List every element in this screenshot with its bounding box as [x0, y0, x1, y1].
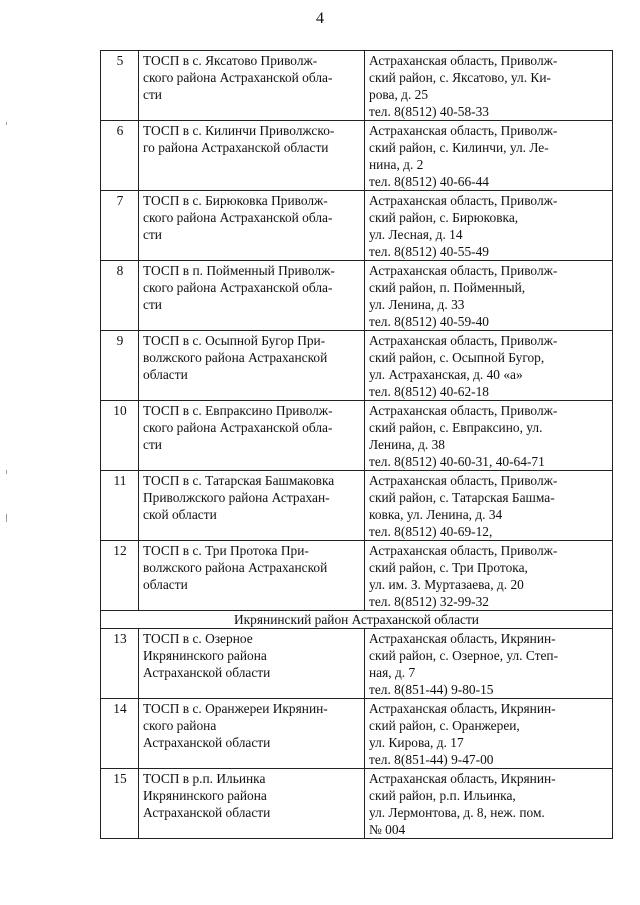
table-row — [101, 541, 613, 611]
office-name-line: Приволжского района Астрахан- — [143, 490, 330, 505]
office-address — [365, 471, 613, 541]
office-name-line: ТОСП в с. Татарская Башмаковка — [143, 473, 335, 488]
office-address-line: ский район, р.п. Ильинка, — [369, 788, 516, 803]
office-name-line: волжского района Астраханской — [143, 560, 328, 575]
office-name-line: Икрянинского района — [143, 648, 267, 663]
office-name-line: Икрянинского района — [143, 788, 267, 803]
office-address-line: ский район, с. Килинчи, ул. Ле- — [369, 140, 549, 155]
office-address-line: ул. им. З. Муртазаева, д. 20 — [369, 577, 524, 592]
office-name-line: сти — [143, 437, 162, 452]
section-header-row — [101, 611, 613, 629]
office-address-line: тел. 8(851-44) 9-80-15 — [369, 682, 494, 697]
office-name-line: Астраханской области — [143, 805, 271, 820]
office-name-line: ТОСП в с. Яксатово Приволж- — [143, 53, 318, 68]
office-address-line: № 004 — [369, 822, 406, 837]
row-number: 8 — [101, 261, 139, 331]
office-name-line: ТОСП в р.п. Ильинка — [143, 771, 266, 786]
office-address — [365, 191, 613, 261]
row-number: 13 — [101, 629, 139, 699]
office-name — [139, 699, 365, 769]
row-number: 11 — [101, 471, 139, 541]
office-name-line: ТОСП в п. Пойменный Приволж- — [143, 263, 335, 278]
row-number: 6 — [101, 121, 139, 191]
office-address-line: ул. Лермонтова, д. 8, неж. пом. — [369, 805, 545, 820]
office-address-line: ковка, ул. Ленина, д. 34 — [369, 507, 503, 522]
office-address-line: Астраханская область, Приволж- — [369, 193, 558, 208]
office-address-line: Астраханская область, Приволж- — [369, 123, 558, 138]
office-address-line: Астраханская область, Приволж- — [369, 403, 558, 418]
office-address-line: ул. Астраханская, д. 40 «а» — [369, 367, 523, 382]
office-address-line: тел. 8(851-44) 9-47-00 — [369, 752, 494, 767]
margin-mark — [6, 514, 7, 522]
office-address-line: Астраханская область, Приволж- — [369, 53, 558, 68]
registry-table — [100, 50, 613, 839]
table-row — [101, 261, 613, 331]
office-name-line: ТОСП в с. Осыпной Бугор При- — [143, 333, 326, 348]
office-address-line: ский район, с. Евпраксино, ул. — [369, 420, 543, 435]
office-address — [365, 51, 613, 121]
office-address-line: ная, д. 7 — [369, 665, 416, 680]
office-name — [139, 331, 365, 401]
office-name-line: ского района Астраханской обла- — [143, 280, 333, 295]
office-address-line: тел. 8(8512) 40-60-31, 40-64-71 — [369, 454, 545, 469]
office-address-line: тел. 8(8512) 40-58-33 — [369, 104, 490, 119]
table-row — [101, 769, 613, 839]
office-name — [139, 191, 365, 261]
table-row — [101, 699, 613, 769]
row-number: 9 — [101, 331, 139, 401]
office-name-line: ТОСП в с. Три Протока При- — [143, 543, 309, 558]
office-address-line: ул. Кирова, д. 17 — [369, 735, 464, 750]
table-row — [101, 191, 613, 261]
office-address — [365, 769, 613, 839]
office-address-line: Ленина, д. 38 — [369, 437, 445, 452]
office-name-line: области — [143, 577, 188, 592]
office-name-line: области — [143, 367, 188, 382]
table-body-ikr — [101, 629, 613, 839]
office-name — [139, 471, 365, 541]
office-address-line: Астраханская область, Икрянин- — [369, 771, 556, 786]
office-address-line: ский район, с. Татарская Башма- — [369, 490, 555, 505]
office-address-line: Астраханская область, Икрянин- — [369, 631, 556, 646]
office-address-line: ский район, п. Пойменный, — [369, 280, 526, 295]
office-address-line: Астраханская область, Приволж- — [369, 263, 558, 278]
office-name-line: сти — [143, 297, 162, 312]
office-address-line: Астраханская область, Приволж- — [369, 473, 558, 488]
office-address — [365, 261, 613, 331]
table-body-priv — [101, 51, 613, 611]
office-name — [139, 769, 365, 839]
office-address-line: Астраханская область, Икрянин- — [369, 701, 556, 716]
office-name-line: го района Астраханской области — [143, 140, 329, 155]
row-number: 10 — [101, 401, 139, 471]
office-address — [365, 401, 613, 471]
office-name-line: сти — [143, 227, 162, 242]
office-name-line: ской области — [143, 507, 217, 522]
office-name-line: ТОСП в с. Бирюковка Приволж- — [143, 193, 328, 208]
office-name — [139, 629, 365, 699]
office-address — [365, 699, 613, 769]
office-address — [365, 331, 613, 401]
office-name-line: ского района Астраханской обла- — [143, 70, 333, 85]
office-address-line: тел. 8(8512) 40-66-44 — [369, 174, 490, 189]
row-number: 7 — [101, 191, 139, 261]
office-name-line: сти — [143, 87, 162, 102]
office-name — [139, 401, 365, 471]
office-name — [139, 121, 365, 191]
office-name-line: Астраханской области — [143, 735, 271, 750]
office-address — [365, 541, 613, 611]
office-name-line: ского района Астраханской обла- — [143, 420, 333, 435]
section-title: Икрянинский район Астраханской области — [101, 611, 613, 629]
office-address-line: тел. 8(8512) 40-62-18 — [369, 384, 490, 399]
table-row — [101, 629, 613, 699]
office-address — [365, 629, 613, 699]
office-address-line: тел. 8(8512) 32-99-32 — [369, 594, 490, 609]
office-address-line: ский район, с. Оранжереи, — [369, 718, 520, 733]
office-name-line: Астраханской области — [143, 665, 271, 680]
table-row — [101, 121, 613, 191]
margin-mark — [6, 470, 7, 474]
page-number: 4 — [316, 10, 324, 27]
table-row — [101, 401, 613, 471]
office-address-line: ский район, с. Яксатово, ул. Ки- — [369, 70, 551, 85]
table-section — [101, 611, 613, 629]
office-address-line: Астраханская область, Приволж- — [369, 543, 558, 558]
office-address-line: ский район, с. Три Протока, — [369, 560, 528, 575]
office-address-line: ский район, с. Бирюковка, — [369, 210, 519, 225]
office-name — [139, 51, 365, 121]
office-name-line: ского района Астраханской обла- — [143, 210, 333, 225]
table-row — [101, 331, 613, 401]
office-name-line: ТОСП в с. Оранжереи Икрянин- — [143, 701, 328, 716]
office-address-line: рова, д. 25 — [369, 87, 429, 102]
row-number: 14 — [101, 699, 139, 769]
office-address-line: ский район, с. Озерное, ул. Степ- — [369, 648, 559, 663]
row-number: 5 — [101, 51, 139, 121]
office-address-line: ский район, с. Осыпной Бугор, — [369, 350, 545, 365]
office-address-line: ул. Ленина, д. 33 — [369, 297, 465, 312]
office-address-line: тел. 8(8512) 40-69-12, — [369, 524, 493, 539]
office-address-line: Астраханская область, Приволж- — [369, 333, 558, 348]
office-name-line: ТОСП в с. Килинчи Приволжско- — [143, 123, 335, 138]
office-name-line: волжского района Астраханской — [143, 350, 328, 365]
row-number: 12 — [101, 541, 139, 611]
row-number: 15 — [101, 769, 139, 839]
margin-mark — [6, 122, 7, 125]
office-address — [365, 121, 613, 191]
office-address-line: ул. Лесная, д. 14 — [369, 227, 463, 242]
table-row — [101, 51, 613, 121]
office-address-line: тел. 8(8512) 40-59-40 — [369, 314, 490, 329]
office-address-line: тел. 8(8512) 40-55-49 — [369, 244, 490, 259]
office-address-line: нина, д. 2 — [369, 157, 424, 172]
office-name-line: ского района — [143, 718, 217, 733]
table-row — [101, 471, 613, 541]
office-name — [139, 541, 365, 611]
office-name-line: ТОСП в с. Евпраксино Приволж- — [143, 403, 333, 418]
office-name-line: ТОСП в с. Озерное — [143, 631, 253, 646]
office-name — [139, 261, 365, 331]
